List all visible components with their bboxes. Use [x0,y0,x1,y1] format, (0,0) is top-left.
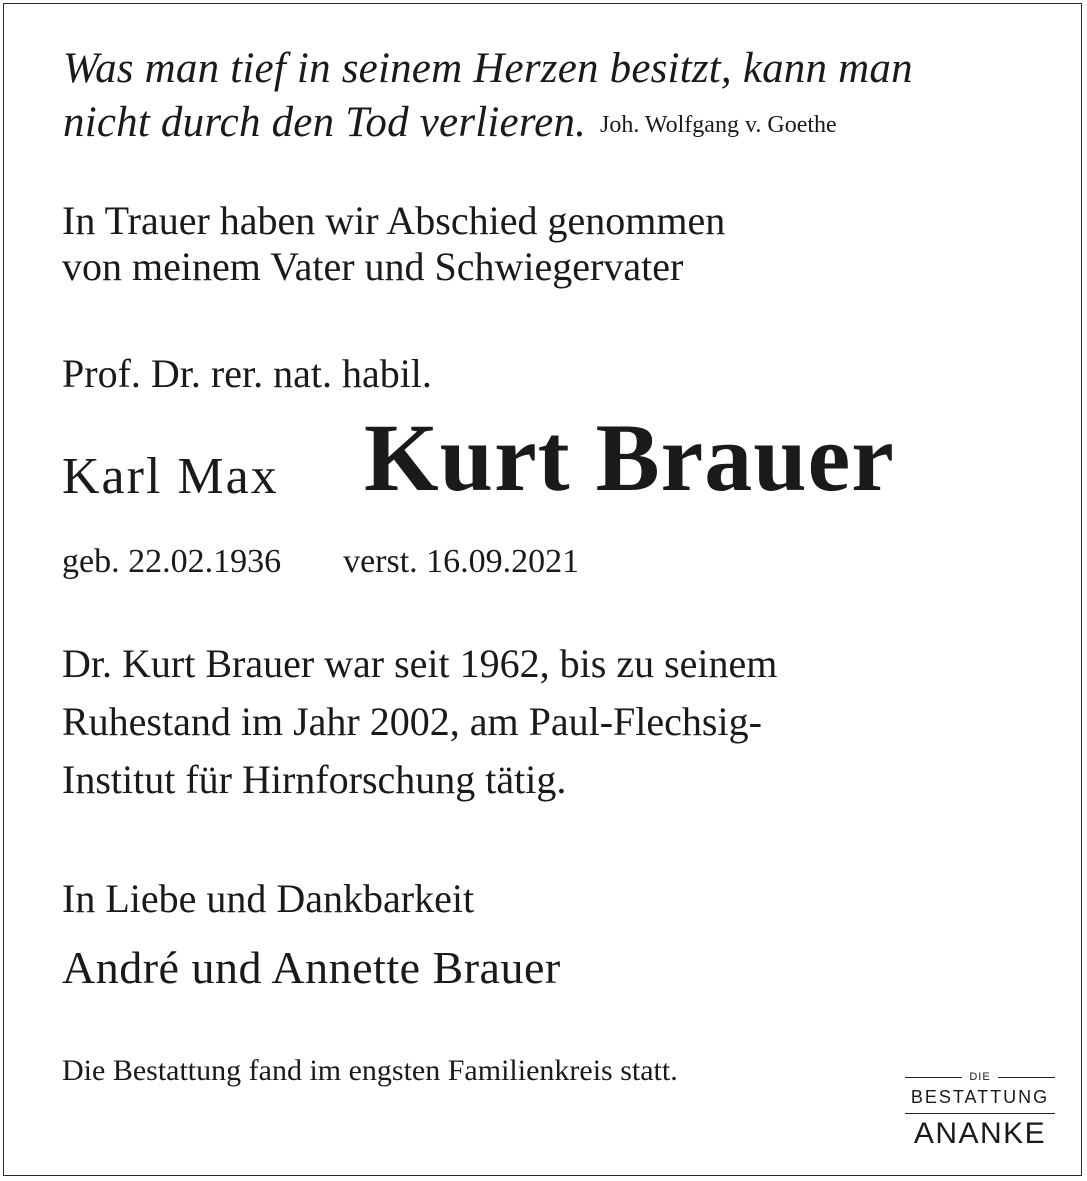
closing-phrase: In Liebe und Dankbarkeit [62,876,475,921]
logo-rule [905,1113,1055,1114]
given-names: Karl Max [62,448,279,505]
quote-author: Joh. Wolfgang v. Goethe [600,112,837,138]
logo-rule-right [998,1077,1055,1078]
academic-title: Prof. Dr. rer. nat. habil. [62,351,432,396]
quote-line-1: Was man tief in seinem Herzen besitzt, kann man [63,45,913,92]
bio-line-1: Dr. Kurt Brauer war seit 1962, bis zu seinem [62,641,778,686]
life-dates [62,542,579,582]
family-names: André und Annette Brauer [62,942,561,993]
bio-line-3: Institut für Hirnforschung tätig. [62,757,567,802]
funeral-note: Die Bestattung fand im engsten Familienkreis statt. [62,1054,678,1087]
funeral-home-logo [905,1068,1055,1152]
bio-line-2: Ruhestand im Jahr 2002, am Paul-Flechsig- [62,699,762,744]
intro-line-2: von meinem Vater und Schwiegervater [62,244,684,289]
logo-middle-text: BESTATTUNG [910,1087,1050,1107]
birth-date: geb. 22.02.1936 [62,543,282,580]
logo-bottom-text: ANANKE [913,1117,1047,1150]
quote-line-2: nicht durch den Tod verlieren. [63,99,587,146]
logo-top-text: DIE [969,1071,991,1083]
intro-line-1: In Trauer haben wir Abschied genommen [62,198,726,243]
surname: Kurt Brauer [364,404,895,511]
death-date: verst. 16.09.2021 [343,543,580,580]
border-frame [3,3,1082,1176]
